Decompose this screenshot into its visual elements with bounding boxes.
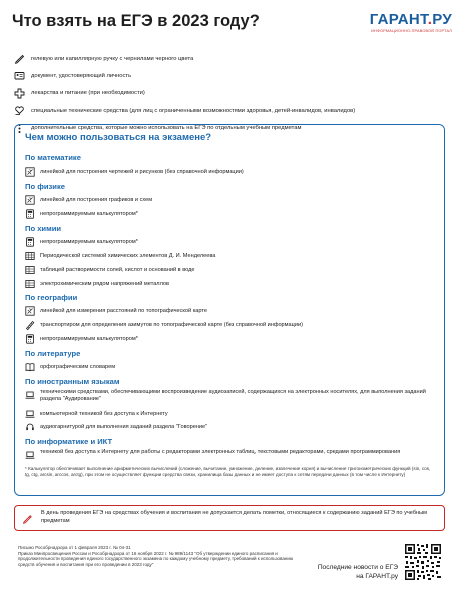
exam-tools-panel [14,124,445,496]
calculator-footnote: * Калькулятор обеспечивает выполнение арифметических вычислений (сложение, вычитание, умножение, деление, извлечение корня) и вычисление тригонометрических функций (sin, cos, tg, ctg, arcsin, arccos, arctg), при этом не осуществляет функции средства связи, хранилища базы данных и не имеет доступа к сетям передачи данных (в том числе к Интернету) [25,466,431,477]
list-item: гелевую или капиллярную ручку с чернилами черного цвета [14,51,449,66]
table-icon [25,265,35,275]
list-item: специальные технические средства (для лиц с ограниченными возможностями здоровья, детей-инвалидов, инвалидов) [14,103,449,118]
heart-hand-icon [14,105,25,116]
pen-icon [14,53,25,64]
section-title-math: По математике [25,153,81,162]
ruler-icon [25,306,35,316]
list-item: линейкой для построения графиков и схем [25,195,152,205]
ruler-icon [25,195,35,205]
book-icon [25,362,35,372]
qr-caption: Последние новости о ЕГЭ на ГАРАНТ.ру [317,564,398,580]
list-item: таблицей растворимости солей, кислот и оснований в воде [25,265,194,275]
section-title-chemistry: По химии [25,224,62,233]
garant-logo[interactable] [370,12,452,33]
section-title-physics: По физике [25,182,65,191]
reference-order: Приказ Минпросвещения России и Рособрнадзора от 16 ноября 2022 г. № 989/1143 "Об утверждении единого расписания и продолжительности проведения единого государственного экзамена по каждому учебному предмету, требований к использованию средств обучения и воспитания при его проведении в 2023 году" [18,550,294,567]
list-item: линейкой для измерения расстояний по топографической карте [25,306,207,316]
list-item: техникой без доступа к Интернету для работы с редакторами электронных таблиц, текстовыми редакторами, средами программирования [25,449,435,460]
ruler-icon [25,167,35,177]
list-item: непрограммируемым калькулятором* [25,334,138,344]
list-item: транспортиром для определения азимутов по топографической карте (без справочной информации) [25,320,303,330]
list-item: непрограммируемым калькулятором* [25,237,138,247]
page-title: Что взять на ЕГЭ в 2023 году? [12,12,260,30]
list-item: компьютерной техникой без доступа к Интернету [25,409,168,419]
list-item: линейкой для построения чертежей и рисунков (без справочной информации) [25,167,244,177]
header [12,12,452,40]
table-icon [25,279,35,289]
list-item: техническими средствами, обеспечивающими воспроизведение аудиозаписей, содержащихся на электронных носителях, для выполнения заданий раздела "Аудирование" [25,389,435,403]
id-card-icon [14,70,25,81]
headset-icon [25,422,35,432]
list-item: лекарства и питание (при необходимости) [14,86,449,101]
protractor-icon [25,320,35,330]
panel-title: Чем можно пользоваться на экзамене? [25,132,212,143]
periodic-table-icon [25,251,35,261]
legal-references [18,545,303,567]
laptop-icon [25,409,35,419]
reference-letter: Письмо Рособрнадзора от 1 февраля 2023 г. № 04-31 [18,545,131,550]
qr-code[interactable] [404,543,442,581]
list-item: аудиогарнитурой для выполнения заданий раздела "Говорение" [25,422,207,432]
section-title-languages: По иностранным языкам [25,377,120,386]
pencil-icon [22,513,33,524]
notice-text: В день проведения ЕГЭ на средствах обучения и воспитания не допускается делать пометки, относящиеся к содержанию заданий ЕГЭ по учебным предметам [41,510,428,524]
calculator-icon [25,237,35,247]
list-item: непрограммируемым калькулятором* [25,209,138,219]
section-title-geography: По географии [25,293,78,302]
list-item: документ, удостоверяющий личность [14,68,449,83]
laptop-icon [25,450,35,460]
section-title-literature: По литературе [25,349,81,358]
list-item: электрохимическим рядом напряжений металлов [25,279,169,289]
list-item: орфографическим словарем [25,362,115,372]
section-title-informatics: По информатике и ИКТ [25,437,113,446]
logo-wordmark: ГАРАНТ.РУ [369,11,452,28]
notice-box [14,505,445,531]
calculator-icon [25,209,35,219]
logo-tagline: ИНФОРМАЦИОННО-ПРАВОВОЙ ПОРТАЛ [371,29,452,33]
list-item: Периодической системой химических элементов Д. И. Менделеева [25,251,215,261]
medical-cross-icon [14,88,25,99]
calculator-icon [25,334,35,344]
list-item: дополнительные средства, которые можно использовать на ЕГЭ по отдельным учебным предметам [14,121,449,136]
laptop-icon [25,390,35,400]
